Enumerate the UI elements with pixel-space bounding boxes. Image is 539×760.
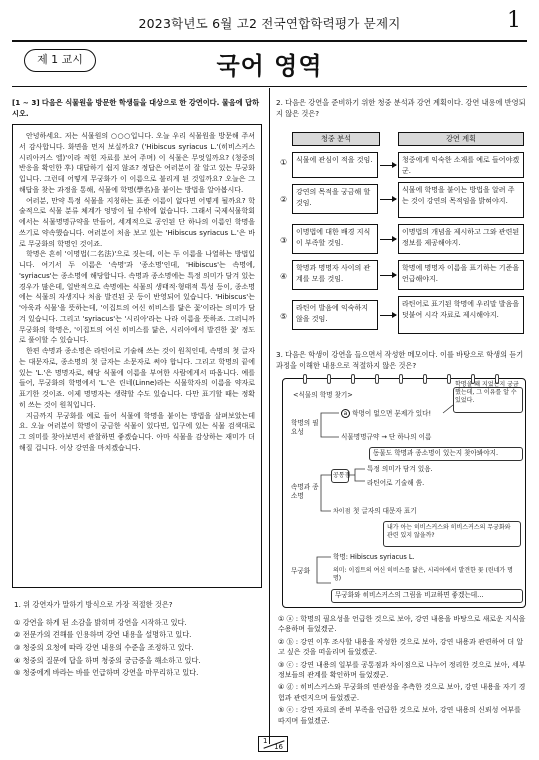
q3-option-2[interactable]: ② ⓑ : 강연 이후 조사할 내용을 작성한 것으로 보아, 강연 내용과 관련하여 더 알고 싶은 것을 떠올리며 들었겠군. — [278, 637, 524, 657]
q1-option-1[interactable]: ① 강연을 하게 된 소감을 밝히며 강연을 시작하고 있다. — [14, 617, 187, 627]
passage-paragraph: 한편 속명과 종소명은 라틴어로 기술해 쓰는 것이 원칙인데, 속명의 첫 글자는 대문자로, 종소명의 첫 글자는 소문자로 써야 합니다. 그리고 학명의 끝에 있는 'L.'은 명명자로, 해당 식물에 이름을 부여한 사람에게서 따옵니다. 예를 들어, 무궁화의 학명에서 'L.'은 린네(Linne)라는 식물학자의 이름을 약자로 표기한 것이죠. 이제 명명자는 생략할 수도 있습니다. 다만 표기할 때는 정확히 쓰는 것이 원칙입니다. — [19, 347, 255, 409]
head-lecture-plan: 강연 계획 — [398, 132, 524, 146]
lecture-passage — [12, 124, 262, 588]
plan-right-cell: 라틴어로 표기된 학명에 우리말 발음을 덧붙여 시각 자료로 제시해야지. — [398, 296, 524, 334]
question-range: [1 ~ 3] — [12, 98, 40, 107]
student-memo — [282, 378, 526, 608]
passage-paragraph: 여러분, 만약 특정 식물을 지칭하는 표준 이름이 없다면 어떻게 될까요? 학술적으로 식물 분류 체계가 엉망이 될 수밖에 없습니다. 그래서 국제식물학회에서는 식물명명규약을 만들어, 세계적으로 공인된 단 하나의 이름인 학명을 쓰기로 약속했습니다. 여러분이 처음 보고 있는 'Hibiscus syriacus L.'은 바로 무궁화의 학명인 것이죠. — [19, 196, 255, 248]
passage-paragraph: 지금까지 무궁화를 예로 들어 식물에 학명을 붙이는 방법을 살펴보았는데요. 오늘 여러분이 학명이 궁금한 식물이 있다면, 입구에 있는 식물 검색대로 그 의미를 찾아보면서 관찰하면 좋겠습니다. 아마 식물을 감상하는 재미가 더해질 겁니다. 이상 강연을 마치겠습니다. — [19, 411, 255, 452]
header-divider — [12, 40, 527, 42]
q1-option-5[interactable]: ⑤ 청중에게 바라는 바를 언급하며 강연을 마무리하고 있다. — [14, 668, 199, 678]
page-number: 1 — [507, 8, 521, 33]
arrow-icon — [380, 199, 396, 200]
q1-option-4[interactable]: ④ 청중의 질문에 답을 하며 청중의 궁금증을 해소하고 있다. — [14, 655, 201, 665]
exam-title: 2023학년도 6월 고2 전국연합학력평가 문제지 — [138, 16, 401, 31]
column-divider — [269, 88, 270, 744]
q3-option-1[interactable]: ① ⓐ : 학명의 필요성을 언급한 것으로 보아, 강연 내용을 바탕으로 새로운 지식을 수용하며 들었겠군. — [278, 615, 526, 634]
question-3-stem: 3. 다음은 학생이 강연을 들으면서 작성한 메모이다. 이를 바탕으로 학생의 듣기 과정을 이해한 내용으로 적절하지 않은 것은? — [276, 350, 524, 370]
memo-side-label: 학명의 필요성 — [291, 419, 319, 436]
plan-left-cell: 식물에 관심이 적을 것임. — [292, 152, 378, 178]
q3-option-5[interactable]: ⑤ ⓔ : 강연 자료의 준비 부족을 언급한 것으로 보아, 강연 내용의 신뢰성 여부를 따지며 들었겠군. — [278, 706, 521, 725]
memo-note-a: 학명을 왜 지었는지 궁금했는데, 그 이유를 알 수 있었다. — [455, 381, 519, 404]
memo-line — [341, 409, 431, 419]
intro-text: 다음은 식물원을 방문한 학생들을 대상으로 한 강연이다. 물음에 답하시오. — [12, 98, 260, 118]
q3-option-4[interactable]: ④ ⓓ : 히비스커스와 무궁화의 연관성을 추측한 것으로 보아, 강연 내용을 자기 경험과 관련지으며 들었겠군. — [278, 683, 526, 702]
page-indicator — [258, 736, 288, 752]
memo-line-text: 학명: Hibiscus syriacus L. — [333, 553, 415, 561]
memo-line-text: 라틴어로 기술해 씀. — [367, 479, 425, 487]
plan-right-cell: 학명에 명명자 이름을 표기하는 기준을 언급해야지. — [398, 260, 524, 290]
plan-row-number: ④ — [280, 272, 288, 281]
plan-left-cell: 이명법에 대한 배경 지식이 부족할 것임. — [292, 224, 378, 254]
head-audience-analysis: 청중 분석 — [292, 132, 380, 146]
plan-left-cell: 라틴어 발음에 익숙하지 않을 것임. — [292, 300, 378, 330]
question-1-stem: 1. 위 강연자가 말하기 방식으로 가장 적절한 것은? — [14, 600, 173, 609]
total-pages: 16 — [274, 743, 283, 751]
subject-title: 국어 영역 — [216, 52, 323, 80]
current-page: 1 — [263, 737, 268, 745]
arrow-icon — [380, 165, 396, 166]
plan-right-cell: 식물에 학명을 붙이는 방법을 알려 주는 것이 강연의 목적임을 밝혀야지. — [398, 182, 524, 218]
plan-row-number: ① — [280, 158, 288, 167]
q1-option-3[interactable]: ③ 청중의 요청에 따라 강연 내용의 수준을 조정하고 있다. — [14, 642, 194, 652]
memo-note-b: 동물도 학명과 종소명이 있는지 찾아봐야지. — [373, 449, 499, 457]
plan-left-cell: 학명과 명명자 사이의 관계를 모를 것임. — [292, 260, 378, 290]
passage-paragraph: 학명은 흔히 '이명법(二名法)'으로 짓는데, 이는 두 이름을 나열하는 방법입니다. 여기서 두 이름은 '속명'과 '종소명'인데, 'Hibiscus'는 속명에, 'syriacus'는 종소명에 해당합니다. 속명과 종소명에는 특정 의미가 담겨 있는 경우가 많은데, 일반적으로 속명에는 식물의 생태적·형태적 특성 등이, 종소명에는 식물의 자생지나 처음 발견된 곳 등이 반영되어 있습니다. 'Hibiscus'는 '아욱과 식물'을 뜻하는데, '이집트의 여신 히비스를 닮은 꽃'이라는 의미가 담겨 있습니다. 그리고 'syriacus'는 '시리아'라는 나라 이름을 뜻하죠. 그러니까 무궁화의 학명은, '이집트의 여신 히비스를 닮은, 시리아에서 발견한 꽃' 정도로 풀이할 수 있습니다. — [19, 250, 255, 345]
arrow-icon — [380, 239, 396, 240]
memo-note-c: 내가 아는 히비스커스와 히비스커스의 무궁화와 관련 있지 않을까? — [387, 524, 511, 539]
memo-line-text: 특정 의미가 담겨 있음. — [367, 465, 433, 473]
audience-plan-table — [280, 132, 530, 338]
session-badge: 제 1 교시 — [24, 49, 96, 72]
arrow-icon — [380, 315, 396, 316]
question-1 — [14, 600, 264, 680]
memo-line-text: 식물명명규약 → 단 하나의 이름 — [341, 433, 432, 441]
marker-a-icon: a — [341, 409, 350, 418]
memo-title: <식물의 학명 찾기> — [293, 391, 353, 399]
memo-side-label: 공통점 — [333, 472, 351, 479]
header-divider-bottom — [12, 86, 527, 87]
q3-option-3[interactable]: ③ ⓒ : 강연 내용의 일부를 공통점과 차이점으로 나누어 정리한 것으로 보아, 세부 정보들의 관계를 확인하며 들었겠군. — [278, 660, 526, 680]
plan-row-number: ③ — [280, 236, 288, 245]
memo-line-text: 의미: 이집트의 여신 히비스를 닮은, 시리아에서 발견한 꽃 (린네가 명명) — [333, 567, 513, 582]
passage-paragraph: 안녕하세요. 저는 식물원의 ○○○입니다. 오늘 우리 식물원을 방문해 주셔서 감사합니다. 화면을 먼저 보실까요? ('Hibiscus syriacus L.'(히비스커스 시리아커스 엘)'이라 적힌 자료를 보여 주며) 이 식물은 무엇일까요? (청중의 반응을 확인한 후) 대답하기 쉽지 않죠? 정답은 여러분이 잘 알고 있는 무궁화입니다. 그런데 어떻게 무궁화가 이 이름으로 불리게 된 것일까요? 오늘은 그 해답을 찾는 과정을 통해, 식물에 학명(學名)을 붙이는 방법을 알아봅시다. — [19, 132, 255, 194]
q1-option-2[interactable]: ② 전문가의 견해를 인용하며 강연 내용을 설명하고 있다. — [14, 630, 192, 640]
plan-left-cell: 강연의 목적을 궁금해 할 것임. — [292, 184, 378, 214]
arrow-icon — [380, 275, 396, 276]
question-2-stem: 2. 다음은 강연을 준비하기 위한 청중 분석과 강연 계획이다. 강연 내용에 반영되지 않은 것은? — [276, 98, 526, 118]
memo-note-d: 무궁화와 히비스커스의 그림을 비교하면 좋겠는데… — [335, 591, 484, 599]
plan-right-cell: 청중에게 익숙한 소재를 예로 들어야겠군. — [398, 152, 524, 178]
memo-side-label: 무궁화 — [291, 567, 311, 575]
plan-row-number: ② — [280, 195, 288, 204]
passage-intro — [12, 98, 262, 120]
memo-side-label: 속명과 종소명 — [291, 483, 319, 500]
memo-line-text: 첫 글자의 대문자 표기 — [353, 507, 417, 515]
memo-side-label: 차이점 — [333, 508, 351, 515]
question-3-options — [278, 614, 528, 728]
plan-row-number: ⑤ — [280, 312, 288, 321]
memo-line-text: 학명이 없으면 문제가 있다! — [352, 409, 432, 418]
plan-right-cell: 이명법의 개념을 제시하고 그와 관련된 정보를 제공해야지. — [398, 224, 524, 254]
